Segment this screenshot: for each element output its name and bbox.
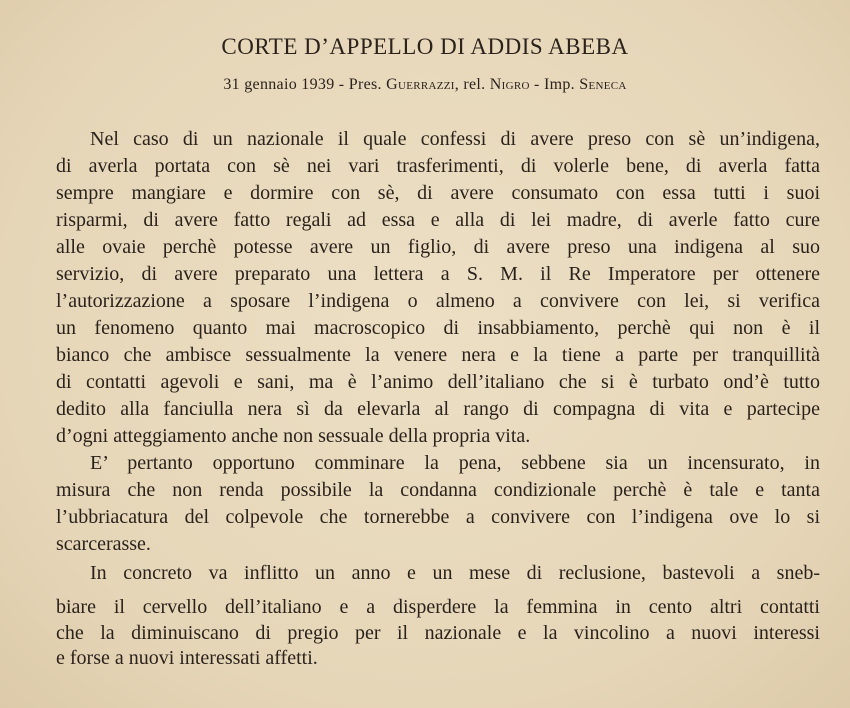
text-line: scarcerasse. [56,533,151,555]
defendant-label: - Imp. [534,76,575,93]
text-line: bianco che ambisce sessualmente la venere nera e la tiene a parte per tranquillità [56,344,820,366]
president-label: Pres. [348,76,382,93]
text-line: Nel caso di un nazionale il quale confessi di avere preso con sè un’indigena, [90,128,820,150]
text-line: misura che non renda possibile la condanna condizionale perchè è tale e tanta [56,479,820,501]
document-title: CORTE D’APPELLO DI ADDIS ABEBA [221,34,629,59]
text-line: In concreto va inflitto un anno e un mese di reclusione, bastevoli a sneb- [90,562,820,584]
text-line: sempre mangiare e dormire con sè, di avere consumato con essa tutti i suoi [56,182,820,204]
text-line: risparmi, di avere fatto regali ad essa e alla di lei madre, di averle fatto cure [56,209,820,231]
text-line: un fenomeno quanto mai macroscopico di insabbiamento, perchè qui non è il [56,317,820,339]
text-line: d’ogni atteggiamento anche non sessuale della propria vita. [56,425,531,447]
case-date: 31 gennaio 1939 - [223,76,345,93]
text-line: l’ubbriacatura del colpevole che tornerebbe a convivere con l’indigena ove lo si [56,506,820,528]
rapporteur-label: rel. [463,76,486,93]
text-line: biare il cervello dell’italiano e a disperdere la femmina in cento altri contatti [56,596,820,618]
text-line: di contatti agevoli e sani, ma è l’animo dell’italiano che si è turbato ond’è tutto [56,371,820,393]
text-line: dedito alla fanciulla nera sì da elevarla al rango di compagna di vita e partecipe [56,398,820,420]
text-line: l’autorizzazione a sposare l’indigena o almeno a convivere con lei, si verifica [56,290,820,312]
defendant-name: Seneca [579,76,627,93]
case-details [0,76,850,94]
text-line: servizio, di avere preparato una lettera a S. M. il Re Imperatore per ottenere [56,263,820,285]
text-line: alle ovaie perchè potesse avere un figlio, di avere preso una indigena al suo [56,236,820,258]
rapporteur-name: Nigro [489,76,530,93]
president-name: Guerrazzi, [386,76,460,93]
text-line: di averla portata con sè nei vari trasferimenti, di volerle bene, di averla fatta [56,155,820,177]
text-line: che la diminuiscano di pregio per il nazionale e la vincolino a nuovi interessi [56,622,820,644]
text-line: E’ pertanto opportuno comminare la pena, sebbene sia un incensurato, in [90,452,820,474]
text-line: e forse a nuovi interessati affetti. [56,647,318,669]
